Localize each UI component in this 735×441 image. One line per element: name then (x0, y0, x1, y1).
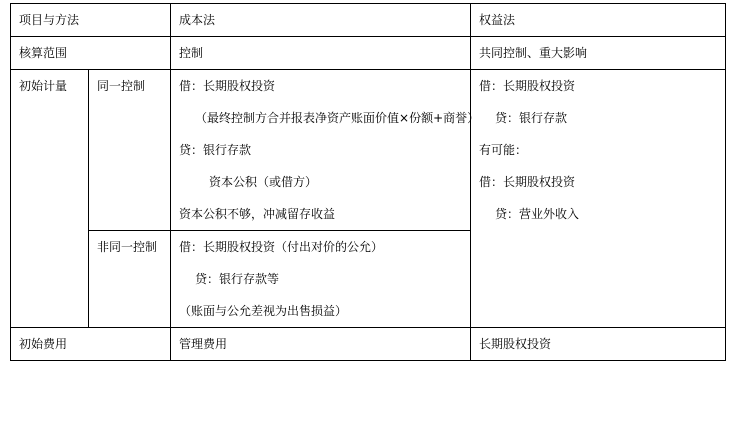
header-label-project-method: 项目与方法 (19, 13, 80, 27)
non-same-cost-entry-line-3: （账面与公允差视为出售损益） (179, 304, 348, 318)
initial-measurement-label-text: 初始计量 (19, 79, 68, 93)
cost-entry-line-5: 资本公积不够，冲减留存收益 (179, 207, 336, 221)
sub-label-same-control (89, 70, 171, 231)
table-row-initial-expense (11, 328, 726, 361)
header-label-equity-method: 权益法 (479, 13, 516, 27)
row-label-initial-expense (11, 328, 171, 361)
scope-equity-text: 共同控制、重大影响 (479, 46, 588, 60)
initial-expense-equity-text: 长期股权投资 (479, 337, 552, 351)
initial-equity-cell (471, 70, 726, 328)
initial-expense-cost-cell (171, 328, 471, 361)
row-label-scope (11, 37, 171, 70)
non-same-cost-entry-line-1: 借：长期股权投资（付出对价的公允） (179, 240, 384, 254)
initial-expense-equity-cell (471, 328, 726, 361)
same-control-label-text: 同一控制 (97, 79, 146, 93)
initial-expense-cost-text: 管理费用 (179, 337, 228, 351)
cost-entry-line-1: 借：长期股权投资 (179, 79, 276, 93)
table-row-initial-same-control (11, 70, 726, 231)
non-same-cost-entry-line-2: 贷：银行存款等 (195, 272, 280, 286)
table-row-scope (11, 37, 726, 70)
header-cell-equity-method (471, 4, 726, 37)
scope-label-text: 核算范围 (19, 46, 68, 60)
table-row-header (11, 4, 726, 37)
scope-equity-cell (471, 37, 726, 70)
scope-cost-text: 控制 (179, 46, 204, 60)
comparison-table (10, 3, 726, 361)
scope-cost-cell (171, 37, 471, 70)
document-page (0, 3, 735, 441)
cost-entry-line-3: 贷：银行存款 (179, 143, 252, 157)
initial-expense-label-text: 初始费用 (19, 337, 68, 351)
cost-entry-line-4: 资本公积（或借方） (209, 175, 318, 189)
header-cell-cost-method (171, 4, 471, 37)
cost-entry-line-2: （最终控制方合并报表净资产账面价值×份额+商誉） (195, 111, 480, 125)
equity-entry-line-1: 借：长期股权投资 (479, 79, 576, 93)
non-same-control-cost-cell (171, 231, 471, 328)
row-label-initial-measurement (11, 70, 89, 328)
header-label-cost-method: 成本法 (179, 13, 216, 27)
header-cell-project-method (11, 4, 171, 37)
equity-entry-line-4: 借：长期股权投资 (479, 175, 576, 189)
equity-entry-line-3: 有可能： (479, 143, 528, 157)
same-control-cost-cell (171, 70, 480, 231)
equity-entry-line-5: 贷：营业外收入 (495, 207, 580, 221)
equity-entry-line-2: 贷：银行存款 (495, 111, 568, 125)
sub-label-non-same-control (89, 231, 171, 328)
non-same-control-label-text: 非同一控制 (97, 240, 158, 254)
